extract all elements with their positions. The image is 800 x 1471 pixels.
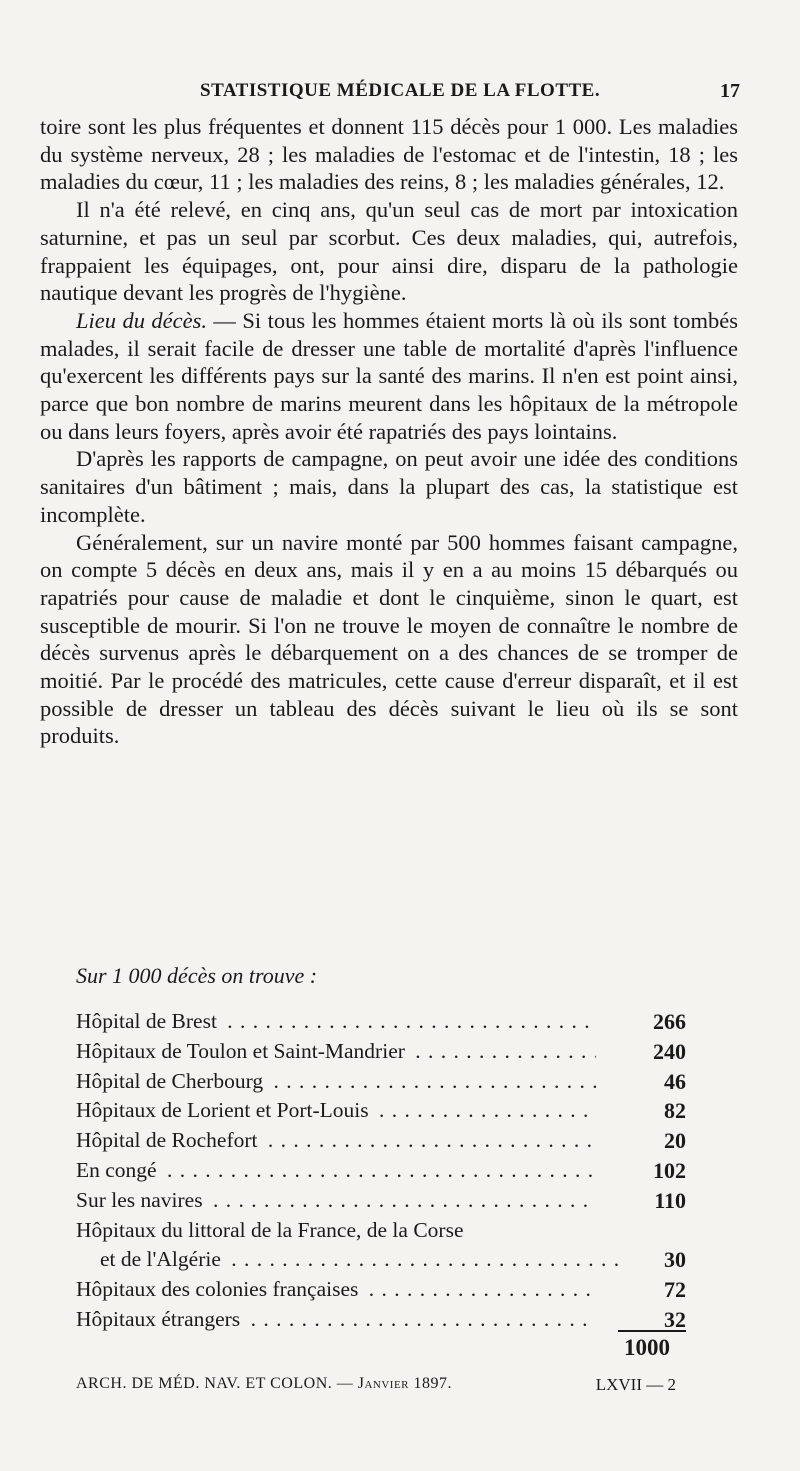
- row-label: Hôpital de Rochefort . . .: [76, 1126, 596, 1156]
- row-label: Hôpitaux de Lorient et Port-Louis . . .: [76, 1096, 596, 1126]
- row-label: Hôpital de Brest . . .: [76, 1007, 596, 1037]
- table-total: 1000: [624, 1335, 670, 1360]
- table-row: [76, 1037, 686, 1067]
- paragraph-text: — Si tous les hommes étaient morts là où ils sont tombés malades, il serait facile de dresser une table de mortalité d'après l'influence qu'exercent les différents pays sur la santé des marins. Il n'en est point ainsi, parce que bon nombre de marins meurent dans les hôpitaux de la métropole ou dans leurs foyers, après avoir été rapatriés des pays lointains.: [40, 307, 738, 444]
- table-row: [76, 1096, 686, 1126]
- table-row: [76, 1275, 686, 1305]
- paragraph: Il n'a été relevé, en cinq ans, qu'un seul cas de mort par intoxication saturnine, et pas un seul par scorbut. Ces deux maladies, qui, autrefois, frappaient les équipages, ont, pour ainsi dire, disparu de la pathologie nautique devant les progrès de l'hygiène.: [40, 197, 738, 306]
- row-value: 110: [654, 1187, 686, 1213]
- row-value: 240: [653, 1038, 686, 1064]
- row-label: Hôpitaux des colonies françaises . . .: [76, 1275, 596, 1305]
- paragraph: D'après les rapports de campagne, on peut avoir une idée des conditions sanitaires d'un bâtiment ; mais, dans la plupart des cas, la statistique est incomplète.: [40, 446, 738, 527]
- row-value: 20: [664, 1128, 686, 1154]
- paragraph: toire sont les plus fréquentes et donnent 115 décès pour 1 000. Les maladies du système nerveux, 28 ; les maladies de l'estomac et de l'intestin, 18 ; les maladies du cœur, 11 ; les maladies des reins, 8 ; les maladies générales, 12.: [40, 114, 738, 195]
- section-heading: Lieu du décès.: [76, 307, 207, 333]
- table-row: [76, 1156, 686, 1186]
- total-rule: [618, 1330, 686, 1332]
- table-row: [76, 1067, 686, 1097]
- row-label: et de l'Algérie . . .: [76, 1245, 620, 1275]
- row-label: Hôpitaux du littoral de la France, de la Corse: [76, 1216, 596, 1246]
- table-row: [76, 1126, 686, 1156]
- paragraph-lieu-du-deces: [40, 307, 738, 446]
- paragraph: Généralement, sur un navire monté par 500 hommes faisant campagne, on compte 5 décès en deux ans, mais il y en a au moins 15 débarqués ou rapatriés pour cause de maladie et dont le cinquième, sinon le quart, est susceptible de mourir. Si l'on ne trouve le moyen de connaître le nombre de décès survenus après le débarquement on a des chances de se tromper de moitié. Par le procédé des matricules, cette cause d'erreur disparaît, et il est possible de dresser un tableau des décès suivant le lieu où ils se sont produits.: [40, 529, 738, 749]
- body-text: [40, 113, 738, 750]
- footer-source: ARCH. DE MÉD. NAV. ET COLON. — Janvier 1897.: [76, 1375, 453, 1392]
- row-value: 32: [664, 1306, 686, 1332]
- row-value: 30: [664, 1247, 686, 1273]
- page-number: 17: [720, 80, 740, 102]
- row-value: 46: [664, 1068, 686, 1094]
- row-value: 72: [664, 1277, 686, 1303]
- row-label: Sur les navires . . .: [76, 1186, 596, 1216]
- row-value: 266: [653, 1009, 686, 1034]
- row-label: Hôpital de Cherbourg . . .: [76, 1067, 596, 1097]
- table-row: [76, 1186, 686, 1216]
- table-intro: Sur 1 000 décès on trouve :: [76, 963, 318, 988]
- page-footer: [76, 1375, 676, 1401]
- footer-volume: LXVII — 2: [595, 1375, 676, 1394]
- row-label: Hôpitaux de Toulon et Saint-Mandrier . . .: [76, 1037, 596, 1067]
- row-label: Hôpitaux étrangers . . .: [76, 1305, 596, 1335]
- running-head: [40, 80, 740, 104]
- row-value: 102: [653, 1157, 686, 1183]
- table-row: [76, 1305, 686, 1335]
- deaths-table: [76, 1007, 686, 1335]
- table-row: [76, 1216, 686, 1246]
- running-title: STATISTIQUE MÉDICALE DE LA FLOTTE.: [200, 80, 601, 101]
- row-label: En congé . . .: [76, 1156, 596, 1186]
- table-row: [76, 1007, 686, 1037]
- row-value: 82: [664, 1098, 686, 1124]
- table-row: [76, 1245, 686, 1275]
